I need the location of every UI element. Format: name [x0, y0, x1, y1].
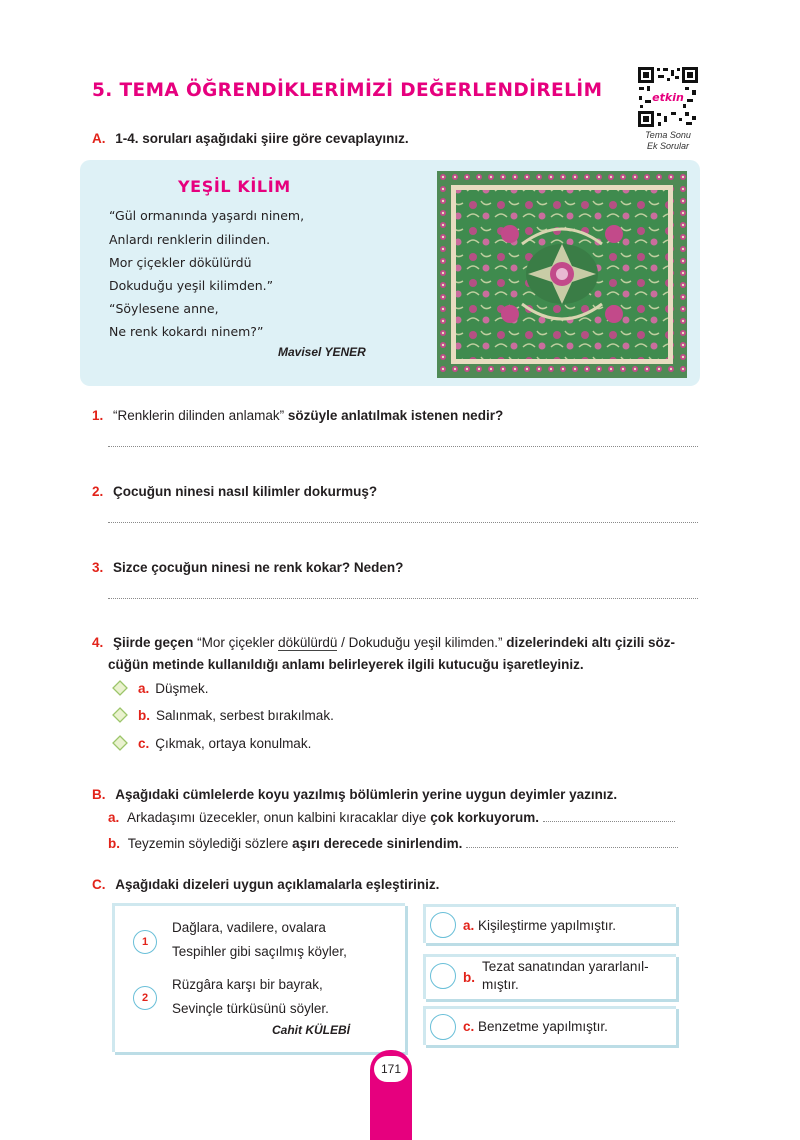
answer-letter: c.: [463, 1019, 475, 1034]
option-text: Salınmak, serbest bırakılmak.: [156, 707, 334, 723]
question-4-text-line2: cüğün metinde kullanıldığı anlamı belirleyerek ilgili kutucuğu işaretleyiniz.: [108, 657, 584, 672]
section-c-letter: C.: [92, 877, 106, 892]
section-a-instruction: [92, 131, 409, 146]
question-number: 1.: [92, 408, 104, 423]
section-b-instruction: [92, 784, 702, 806]
question-1-text: sözüyle anlatılmak istenen nedir?: [284, 408, 504, 423]
answer-text-line2: mıştır.: [482, 977, 519, 992]
answer-line-b-b[interactable]: [466, 846, 678, 848]
question-2-text: Çocuğun ninesi nasıl kilimler dokurmuş?: [113, 484, 378, 499]
option-letter: b.: [138, 707, 150, 723]
answer-text-line1: Tezat sanatından yararlanıl-: [482, 959, 649, 974]
question-1: [92, 405, 702, 427]
page-title: 5. TEMA ÖĞRENDİKLERİMİZİ DEĞERLENDİRELİM: [92, 80, 603, 101]
section-a-letter: A.: [92, 131, 106, 146]
question-3-text: Sizce çocuğun ninesi ne renk kokar? Neden?: [113, 560, 404, 575]
match-circle-a[interactable]: [430, 912, 456, 938]
question-1-quote: “Renklerin dilinden anlamak”: [113, 408, 285, 423]
poem-line: “Gül ormanında yaşardı ninem,: [109, 208, 305, 223]
poem-line: “Söylesene anne,: [109, 301, 219, 316]
item-bold-text: aşırı derecede sinirlendim.: [292, 836, 463, 851]
section-b-letter: B.: [92, 787, 106, 802]
poem-line: Mor çiçekler dökülürdü: [109, 255, 252, 270]
answer-line-1[interactable]: [108, 445, 698, 447]
section-b-text: Aşağıdaki cümlelerde koyu yazılmış bölümlerin yerine uygun deyimler yazınız.: [115, 787, 618, 802]
answer-letter: a.: [463, 918, 475, 933]
section-c-text: Aşağıdaki dizeleri uygun açıklamalarla eşleştiriniz.: [115, 877, 440, 892]
qr-caption-line1: Tema Sonu: [645, 130, 691, 140]
section-a-text: 1-4. soruları aşağıdaki şiire göre cevaplayınız.: [115, 131, 409, 146]
option-text: Çıkmak, ortaya konulmak.: [155, 735, 312, 751]
checkbox-diamond-icon[interactable]: [112, 680, 128, 696]
checkbox-diamond-icon[interactable]: [112, 707, 128, 723]
svg-text:etkin: etkin: [652, 91, 684, 104]
poem-line: Anlardı renklerin dilinden.: [109, 232, 271, 247]
answer-line-3[interactable]: [108, 597, 698, 599]
underlined-word: dökülürdü: [278, 635, 338, 650]
option-c[interactable]: [112, 735, 311, 751]
item-plain-text: Teyzemin söylediği sözlere: [127, 836, 293, 851]
match-circle-c[interactable]: [430, 1014, 456, 1040]
verse-line: Tespihler gibi saçılmış köyler,: [172, 944, 347, 959]
qr-caption-line2: Ek Sorular: [646, 141, 690, 151]
section-c-instruction: [92, 874, 702, 896]
answer-line-2[interactable]: [108, 521, 698, 523]
section-b-item-a: [108, 810, 675, 825]
section-b-item-b: [108, 836, 678, 851]
item-plain-text: Arkadaşımı üzecekler, onun kalbini kıracaklar diye: [127, 810, 431, 825]
option-text: Düşmek.: [155, 680, 209, 696]
page-number: 171: [374, 1056, 408, 1082]
verse-line: Sevinçle türküsünü söyler.: [172, 1001, 329, 1016]
option-letter: c.: [138, 735, 150, 751]
qr-caption: [620, 130, 716, 152]
option-letter: a.: [138, 680, 150, 696]
answer-letter: b.: [463, 970, 475, 985]
question-number: 4.: [92, 635, 104, 650]
item-letter: b.: [108, 836, 120, 851]
qr-code-icon: [637, 66, 699, 128]
question-number: 3.: [92, 560, 104, 575]
answer-a: [463, 918, 616, 933]
verse-line: Rüzgâra karşı bir bayrak,: [172, 977, 323, 992]
answer-text: Benzetme yapılmıştır.: [478, 1019, 608, 1034]
question-4-text: dizelerindeki altı çizili söz-: [506, 635, 676, 650]
item-bold-text: çok korkuyorum.: [430, 810, 539, 825]
answer-b: [482, 958, 649, 994]
poem-title: YEŞİL KİLİM: [178, 177, 291, 196]
question-4: [92, 632, 702, 654]
poem-line: Dokuduğu yeşil kilimden.”: [109, 278, 274, 293]
answer-b-letter: [463, 970, 475, 985]
question-4-line2: [108, 654, 718, 676]
question-3: [92, 557, 702, 579]
question-number: 2.: [92, 484, 104, 499]
item-letter: a.: [108, 810, 120, 825]
verse-line: Dağlara, vadilere, ovalara: [172, 920, 326, 935]
answer-line-b-a[interactable]: [543, 820, 675, 822]
checkbox-diamond-icon[interactable]: [112, 735, 128, 751]
green-rug-image: [437, 171, 687, 378]
option-b[interactable]: [112, 707, 334, 723]
question-4-quote-b: / Dokuduğu yeşil kilimden.”: [337, 635, 507, 650]
question-2: [92, 481, 702, 503]
verse-author: Cahit KÜLEBİ: [272, 1023, 350, 1037]
option-a[interactable]: [112, 680, 209, 696]
answer-text: Kişileştirme yapılmıştır.: [478, 918, 617, 933]
answer-c: [463, 1019, 608, 1034]
poem-author: Mavisel YENER: [278, 345, 366, 359]
qr-code[interactable]: [637, 66, 699, 128]
question-4-quote-a: “Mor çiçekler: [193, 635, 279, 650]
verse-number-1: 1: [133, 930, 157, 954]
poem-line: Ne renk kokardı ninem?”: [109, 324, 264, 339]
verse-number-2: 2: [133, 986, 157, 1010]
match-circle-b[interactable]: [430, 963, 456, 989]
question-4-lead: Şiirde geçen: [113, 635, 194, 650]
